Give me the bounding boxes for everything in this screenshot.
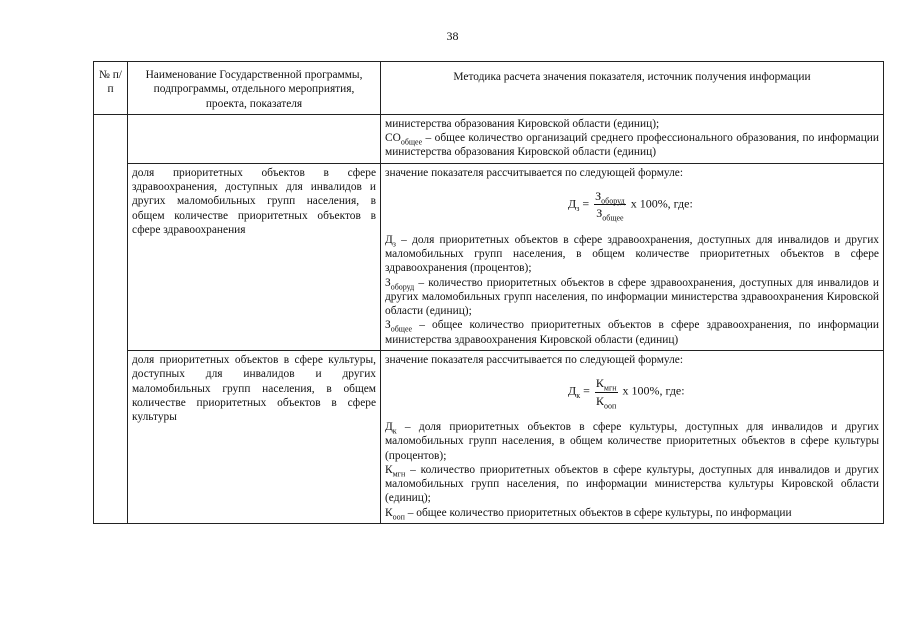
header-name: Наименование Государственной программы, подпрограммы, отдельного мероприятия, проекта, показателя: [128, 62, 381, 115]
page-number: 38: [446, 29, 459, 43]
indicator-table: [93, 61, 884, 524]
fraction: $\frac{З_{оборуд}}{З_{общее}}$: [595, 189, 625, 223]
table-row: [94, 351, 884, 524]
header-row: [94, 62, 884, 115]
method-cell: [381, 114, 884, 163]
method-cell-culture: [381, 351, 884, 524]
definition-co: $СО_{общее}$ – общее количество организаций среднего профессионального образования, по информации министерства образования Кировской области (единиц): [385, 132, 879, 159]
continuation-line: министерства образования Кировской области (единиц);: [385, 117, 660, 130]
table-row: [94, 163, 884, 350]
definition-z-oborud: $З_{оборуд}$ – количество приоритетных объектов в сфере здравоохранения, доступных для инвалидов и других маломобильных групп населения, по информации министерства здравоохранения Кировской области (единиц);: [385, 276, 879, 318]
header-method: Методика расчета значения показателя, источник получения информации: [381, 62, 884, 115]
definition-dk: $Д_к$ – доля приоритетных объектов в сфере культуры, доступных для инвалидов и других маломобильных групп населения, в общем количестве приоритетных объектов в сфере культуры (процентов);: [385, 420, 879, 462]
method-cell-health: [381, 163, 884, 350]
table-row: [94, 114, 884, 163]
definition-dz: $Д_з$ – доля приоритетных объектов в сфере здравоохранения, доступных для инвалидов и других маломобильных групп населения, в общем количестве приоритетных объектов в сфере здравоохранения (процентов);: [385, 233, 879, 275]
formula-health: $Д_з$ = $\frac{З_{оборуд}}{З_{общее}}$ x 100%, где:: [568, 189, 693, 223]
definition-k-oop: $К_{ооп}$ – общее количество приоритетных объектов в сфере культуры, по информации: [385, 506, 792, 521]
definition-z-obshchee: $З_{общее}$ – общее количество приоритетных объектов в сфере здравоохранения, по информации министерства здравоохранения Кировской области (единиц): [385, 319, 879, 346]
formula-intro: значение показателя рассчитывается по следующей формуле:: [385, 166, 683, 179]
num-cell: [94, 114, 128, 523]
indicator-name-culture: доля приоритетных объектов в сфере культуры, доступных для инвалидов и других маломобильных групп населения, в общем количестве приоритетных объектов в сфере культуры: [128, 351, 381, 524]
header-num: № п/п: [94, 62, 128, 115]
formula-culture: $Д_к$ = $\frac{К_{мгн}}{К_{ооп}}$ x 100%, где:: [568, 376, 685, 411]
definition-k-mgn: $К_{мгн}$ – количество приоритетных объектов в сфере культуры, доступных для инвалидов и других маломобильных групп населения, по информации министерства культуры Кировской области (единиц);: [385, 463, 879, 505]
indicator-name-health: доля приоритетных объектов в сфере здравоохранения, доступных для инвалидов и других маломобильных групп населения, в общем количестве приоритетных объектов в сфере здравоохранения: [128, 163, 381, 350]
formula-intro: значение показателя рассчитывается по следующей формуле:: [385, 354, 683, 367]
name-cell: [128, 114, 381, 163]
fraction: $\frac{К_{мгн}}{К_{ооп}}$: [595, 376, 617, 411]
